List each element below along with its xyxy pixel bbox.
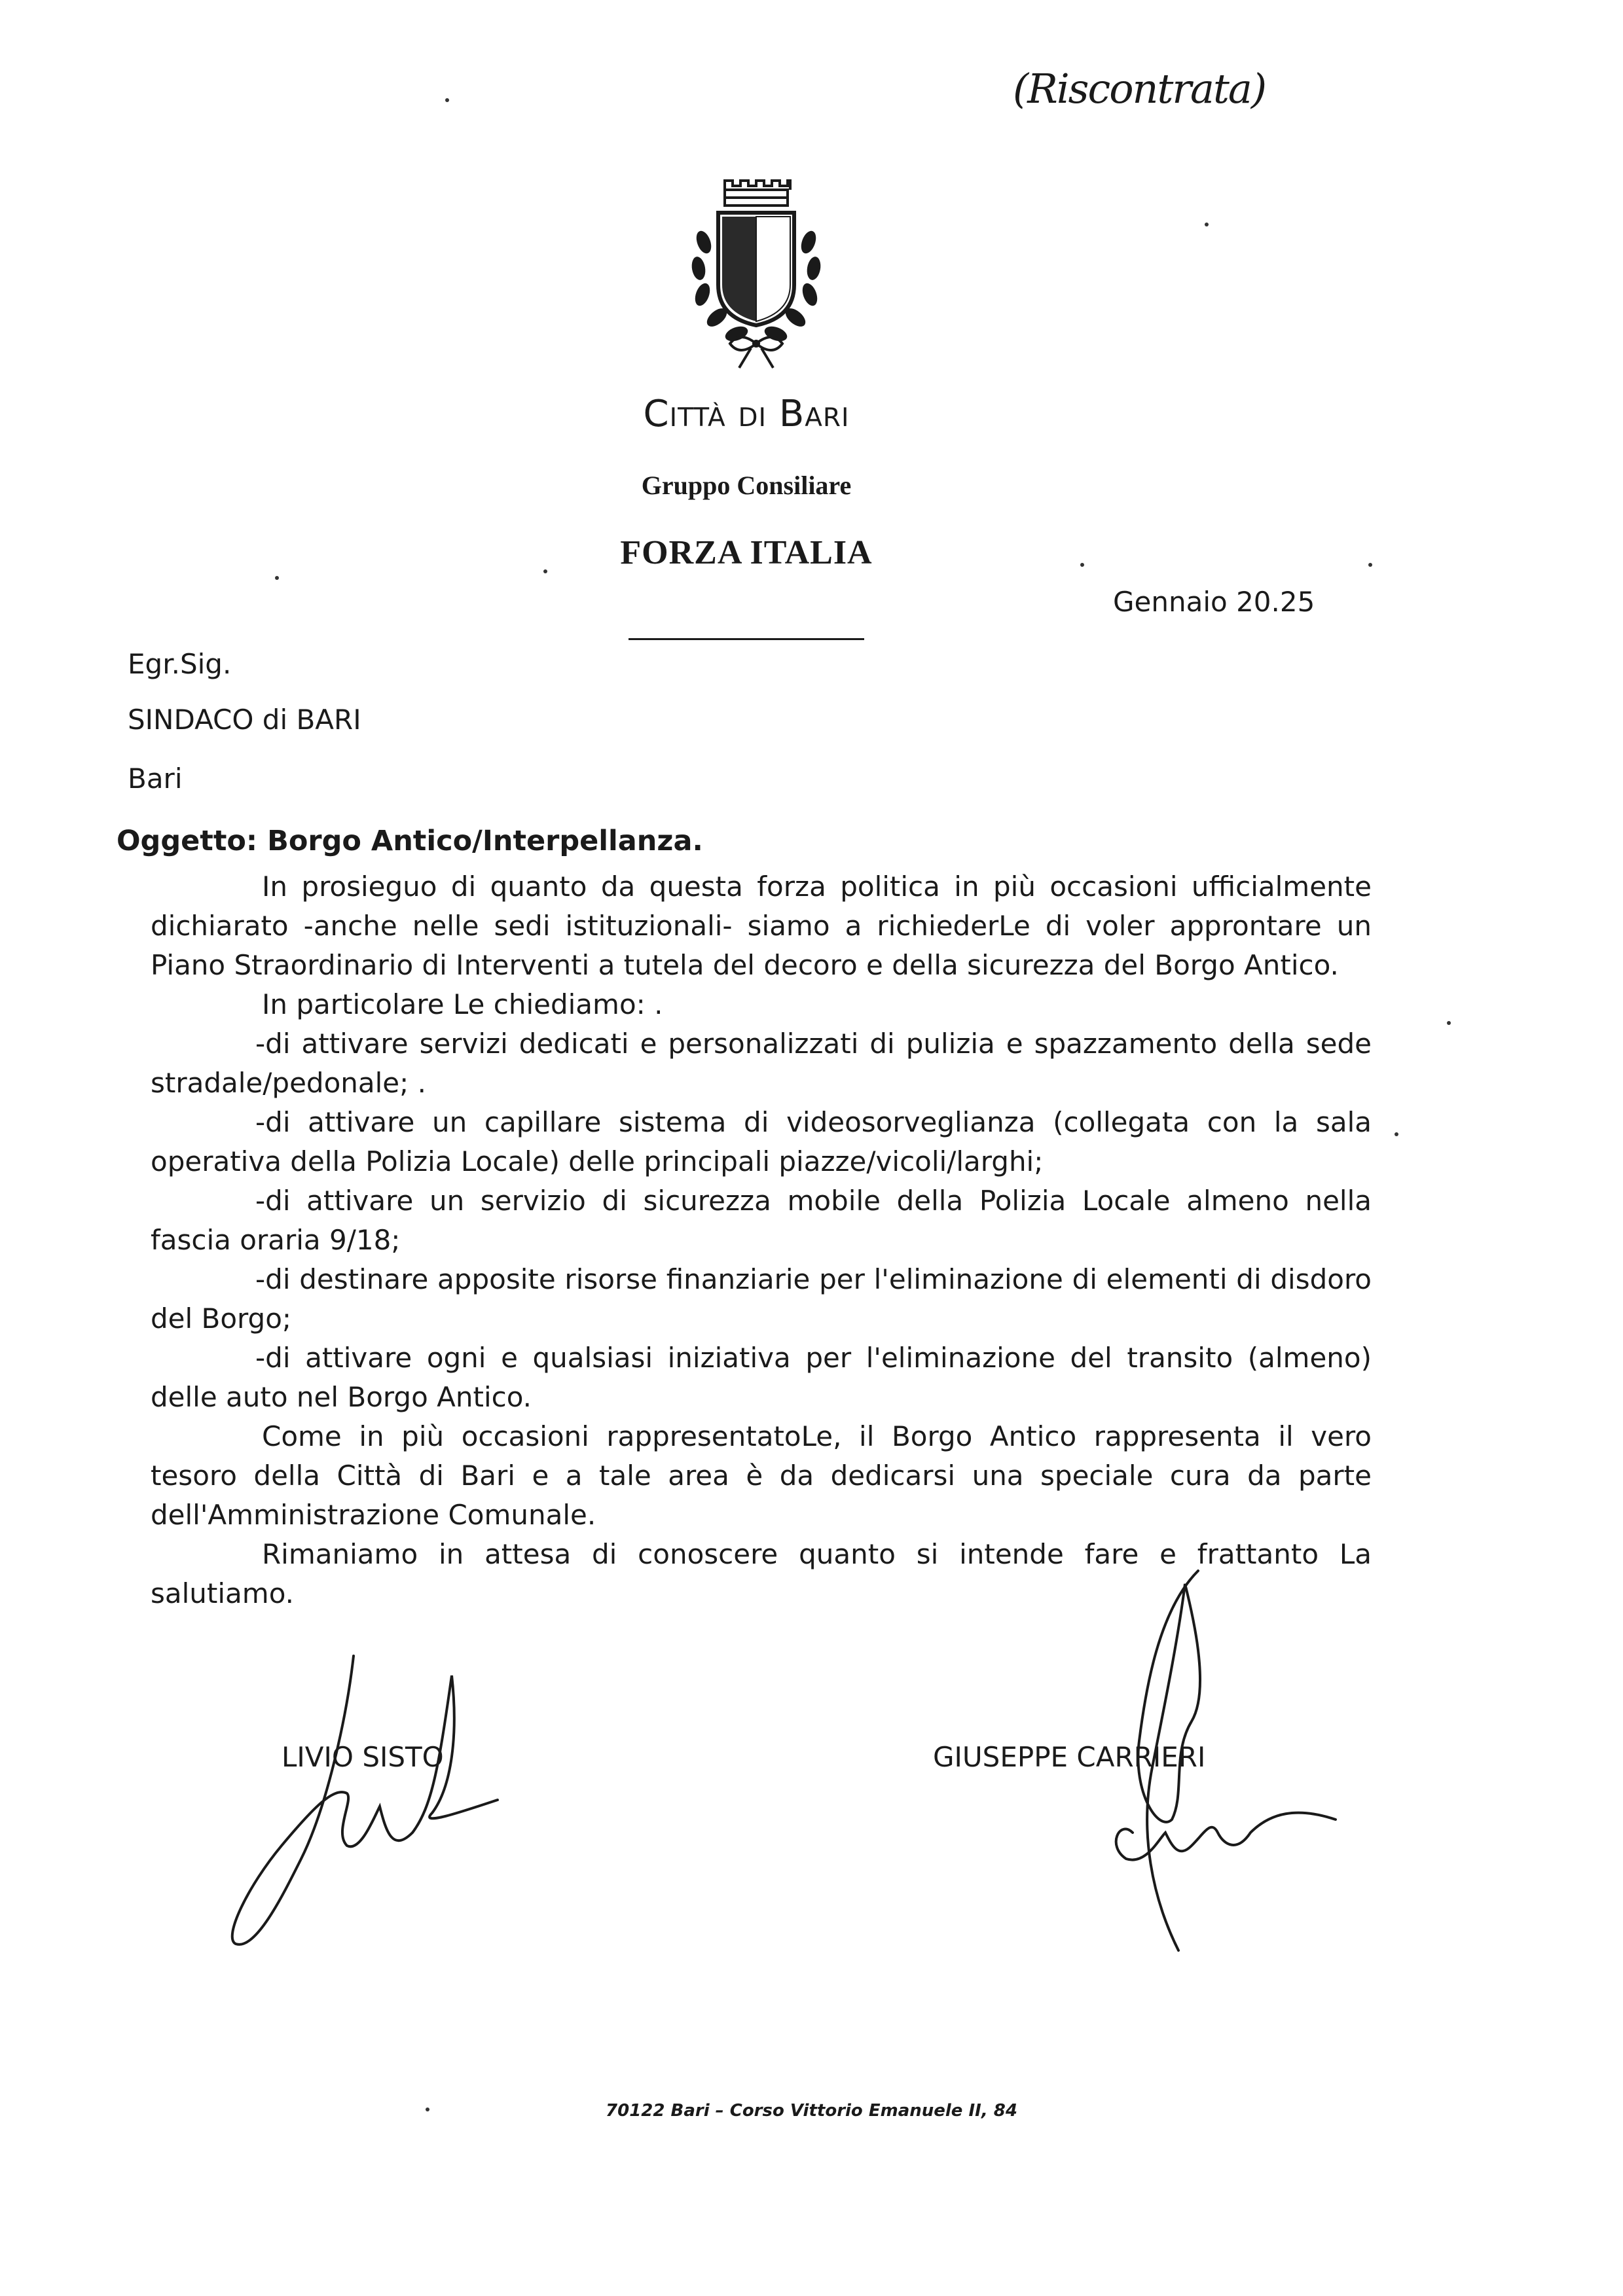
letter-date: Gennaio 20.25: [1113, 586, 1315, 618]
handwritten-note: [989, 39, 1290, 137]
city-crest-icon: [678, 177, 835, 373]
signature-left-icon: [223, 1636, 524, 1964]
body-closing-2: Rimaniamo in attesa di conoscere quanto si intende fare e frattanto La salutiamo.: [151, 1538, 1372, 1609]
scan-speck: [1447, 1021, 1451, 1025]
scan-speck: [1395, 1132, 1398, 1136]
request-item: -di attivare ogni e qualsiasi iniziativa per l'eliminazione del transito (almeno) delle auto nel Borgo Antico.: [151, 1342, 1372, 1413]
request-item: -di attivare un servizio di sicurezza mobile della Polizia Locale almeno nella fascia oraria 9/18;: [151, 1185, 1372, 1256]
scan-speck: [275, 576, 279, 580]
letterhead-group: Gruppo Consiliare: [641, 471, 852, 500]
scan-speck: [1368, 563, 1372, 567]
signer-right-name: GIUSEPPE CARRIERI: [933, 1741, 1206, 1773]
footer-address: 70122 Bari – Corso Vittorio Emanuele II, 84: [606, 2101, 1017, 2121]
request-item: -di attivare un capillare sistema di videosorveglianza (collegata con la sala operativa della Polizia Locale) delle principali piazze/vicoli/larghi;: [151, 1106, 1372, 1177]
scan-speck: [445, 98, 449, 102]
letterhead-city: [524, 393, 969, 435]
recipient-city: Bari: [128, 762, 183, 795]
signature-right-icon: [1080, 1558, 1342, 1964]
letter-body: [151, 867, 1372, 1613]
city-name: Città di Bari: [643, 393, 850, 435]
scan-speck: [426, 2108, 429, 2111]
handwritten-note-text: (Riscontrata): [1012, 64, 1266, 113]
request-item: -di attivare servizi dedicati e personalizzati di pulizia e spazzamento della sede stradale/pedonale; .: [151, 1028, 1372, 1099]
scan-speck: [1205, 223, 1209, 226]
request-item: -di destinare apposite risorse finanziarie per l'eliminazione di elementi di disdoro del Borgo;: [151, 1263, 1372, 1335]
recipient-salutation: Egr.Sig.: [128, 648, 232, 680]
signer-left-name: LIVIO SISTO: [282, 1741, 444, 1773]
scan-speck: [1080, 563, 1084, 567]
body-lead: In particolare Le chiediamo: .: [262, 988, 663, 1020]
body-closing-1: Come in più occasioni rappresentatoLe, il Borgo Antico rappresenta il vero tesoro della Città di Bari e a tale area è da dedicarsi una speciale cura da parte dell'Amministrazione Comunale.: [151, 1420, 1372, 1531]
letter-subject: Oggetto: Borgo Antico/Interpellanza.: [117, 825, 703, 857]
scan-speck: [543, 569, 547, 573]
recipient-title: SINDACO di BARI: [128, 704, 361, 736]
letterhead-party: FORZA ITALIA: [620, 534, 873, 571]
body-intro: In prosieguo di quanto da questa forza politica in più occasioni ufficialmente dichiarato -anche nelle sedi istituzionali- siamo a richiederLe di voler approntare un Piano Straordinario di Interventi a tutela del decoro e della sicurezza del Borgo Antico.: [151, 870, 1372, 981]
header-rule: [629, 638, 864, 640]
